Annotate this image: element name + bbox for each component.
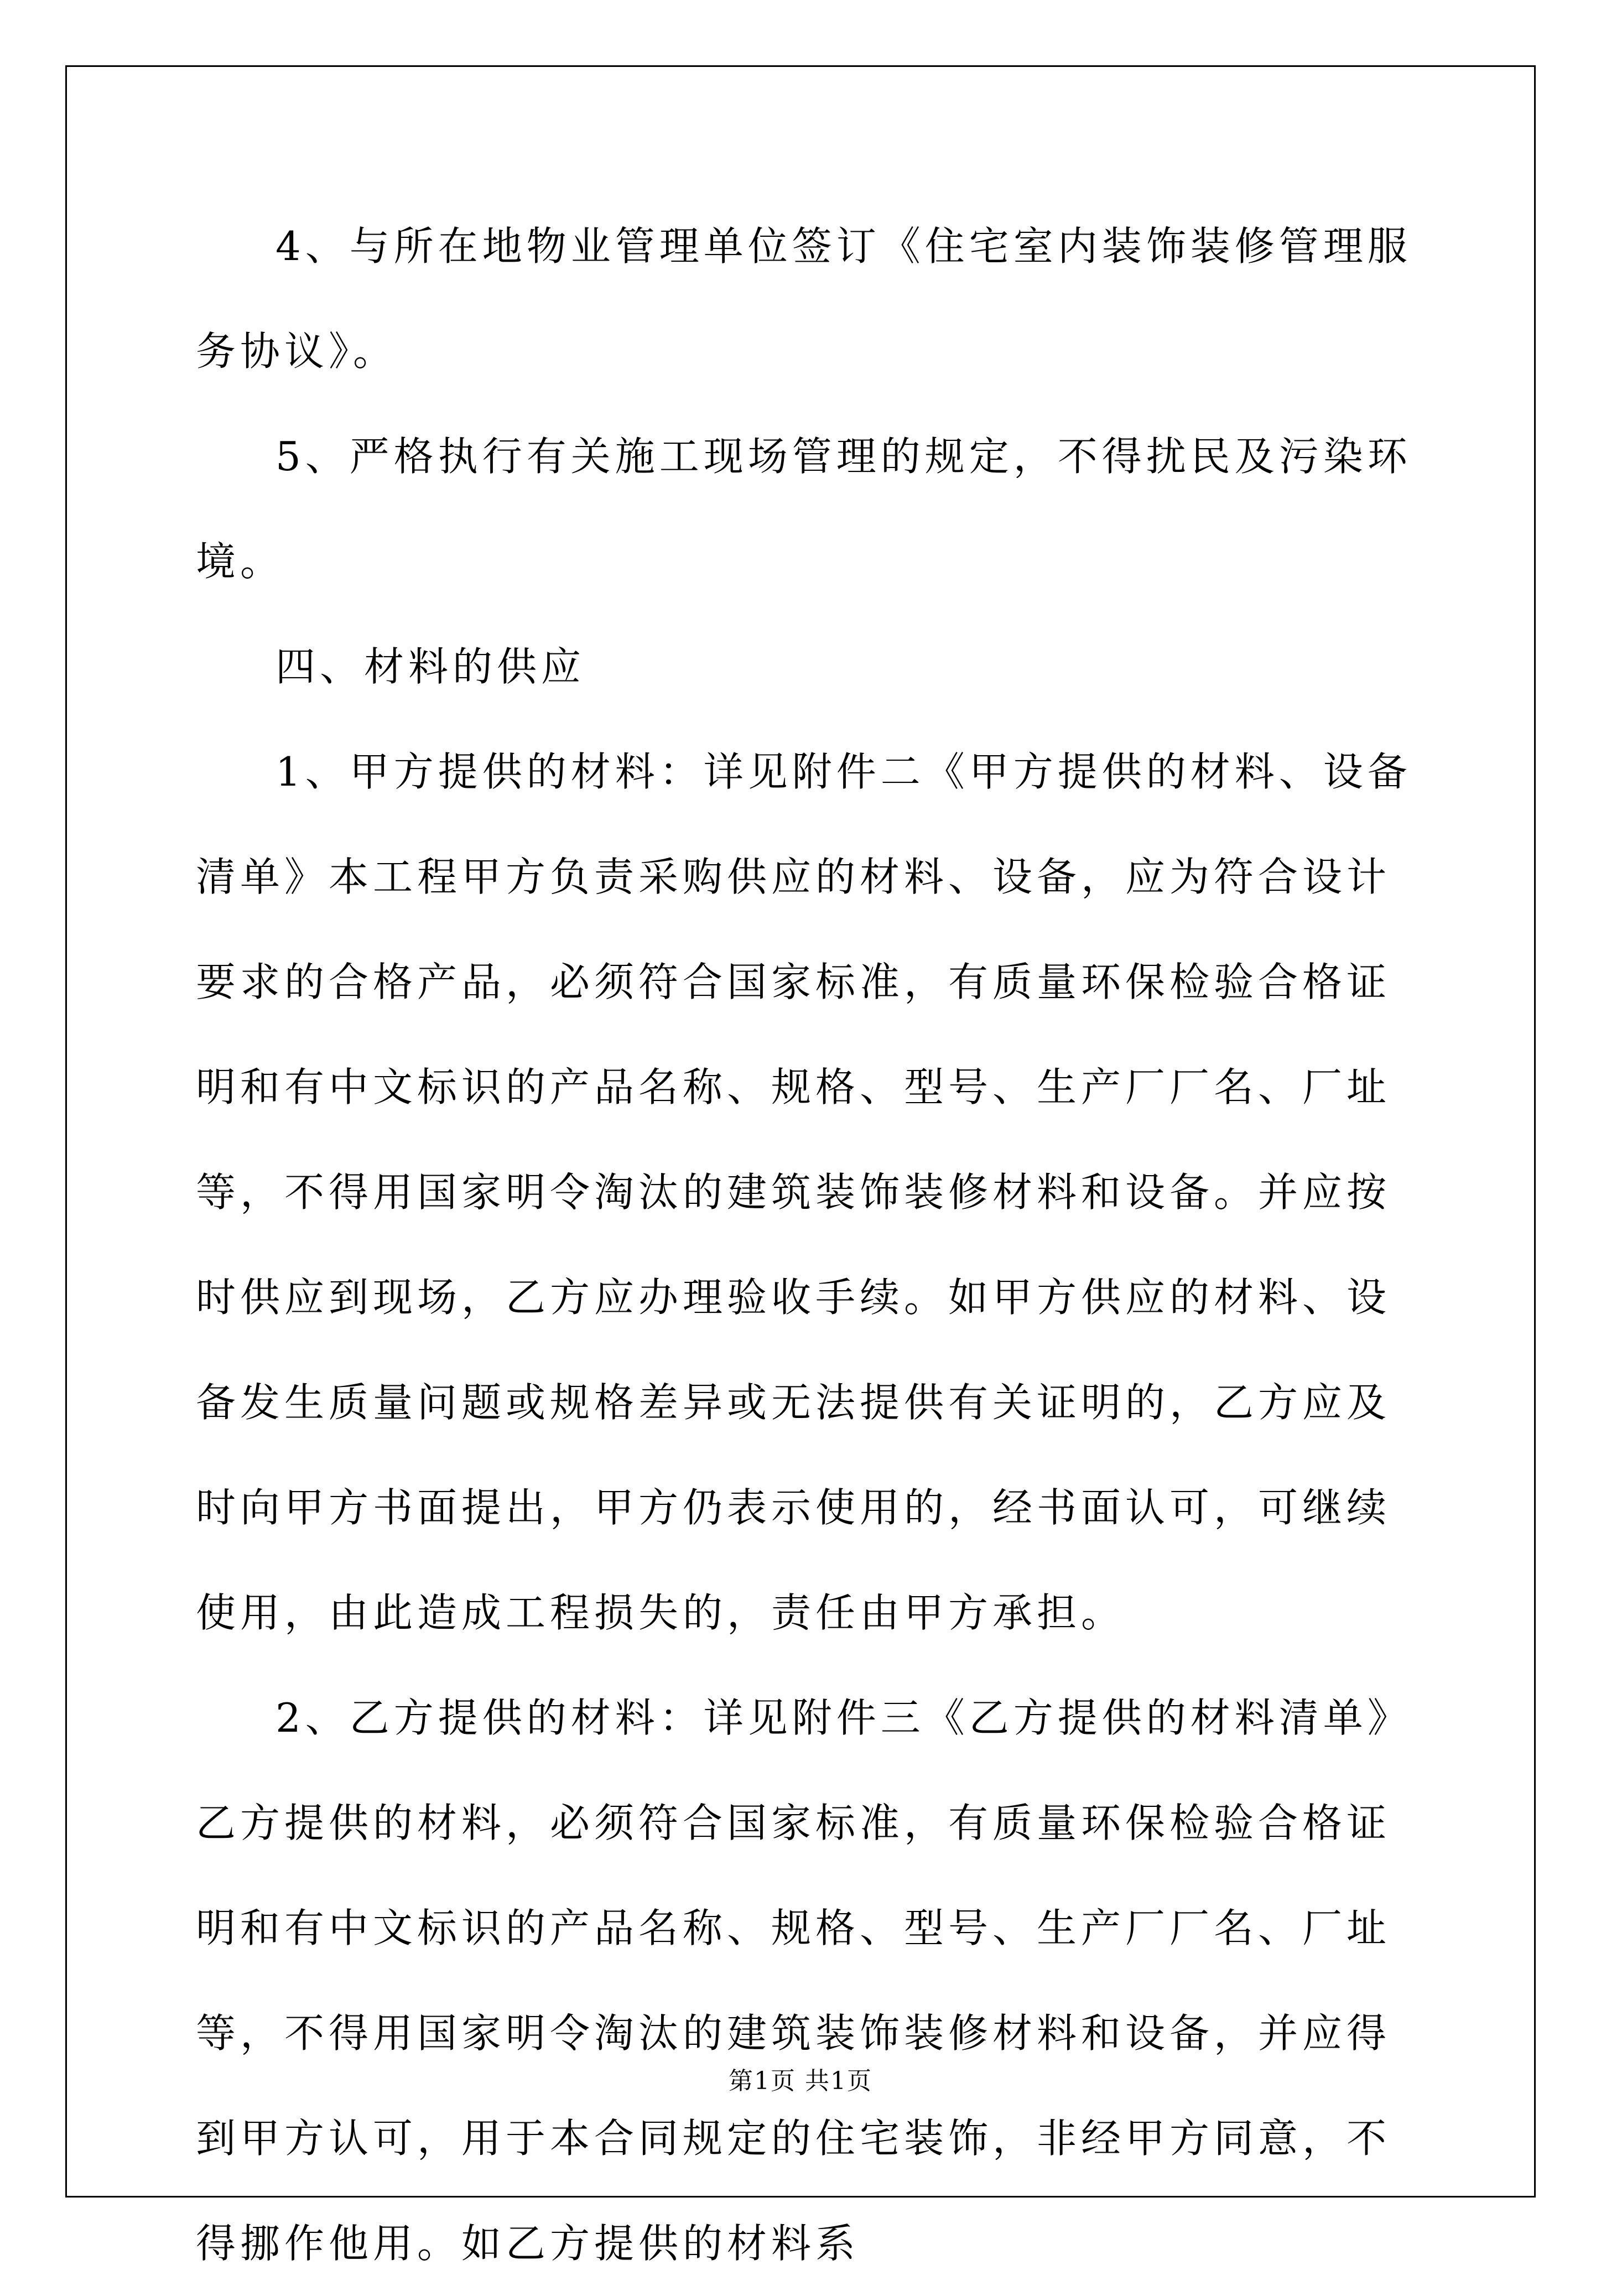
paragraph-clause-4: 4、与所在地物业管理单位签订《住宅室内装饰装修管理服务协议》。	[196, 223, 1412, 375]
document-body	[196, 194, 1413, 2296]
paragraph-party-a-materials: 1、甲方提供的材料：详见附件二《甲方提供的材料、设备清单》本工程甲方负责采购供应的材料、设备，应为符合设计要求的合格产品，必须符合国家标准，有质量环保检验合格证明和有中文标识的产品名称、规格、型号、生产厂厂名、厂址等，不得用国家明令淘汰的建筑装饰装修材料和设备。并应按时供应到现场，乙方应办理验收手续。如甲方供应的材料、设备发生质量问题或规格差异或无法提供有关证明的，乙方应及时向甲方书面提出，甲方仍表示使用的，经书面认可，可继续使用，由此造成工程损失的，责任由甲方承担。	[196, 749, 1412, 1636]
section-heading-materials: 四、材料的供应	[276, 643, 586, 690]
page-number: 第1页 共1页	[729, 2067, 872, 2095]
paragraph-clause-5: 5、严格执行有关施工现场管理的规定，不得扰民及污染环境。	[196, 433, 1412, 585]
paragraph-party-b-materials: 2、乙方提供的材料：详见附件三《乙方提供的材料清单》乙方提供的材料，必须符合国家标准，有质量环保检验合格证明和有中文标识的产品名称、规格、型号、生产厂厂名、厂址等，不得用国家明令淘汰的建筑装饰装修材料和设备，并应得到甲方认可，用于本合同规定的住宅装饰，非经甲方同意，不得挪作他用。如乙方提供的材料系	[196, 1695, 1412, 2267]
